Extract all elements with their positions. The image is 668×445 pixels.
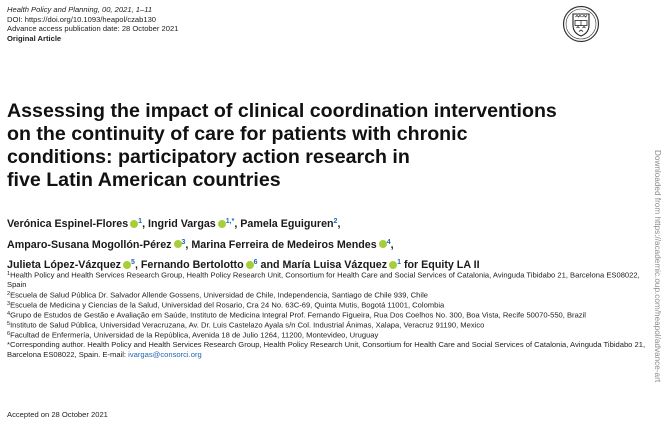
author-separator: , bbox=[390, 238, 394, 251]
author-conjunction: and bbox=[260, 259, 280, 272]
affiliation-ref[interactable]: 3 bbox=[181, 238, 186, 246]
author-name[interactable]: Pamela Eguiguren bbox=[240, 218, 334, 230]
affiliation-text: Facultad de Enfermería, Universidad de la República, Avenida 18 de Julio 1264, 11200, Montevideo, Uruguay bbox=[10, 330, 379, 340]
affiliation-ref[interactable]: 1 bbox=[138, 218, 143, 225]
author-separator: , bbox=[142, 218, 146, 230]
affiliation-number: 3 bbox=[7, 300, 11, 307]
author-separator: , bbox=[185, 238, 189, 251]
affiliation bbox=[7, 320, 647, 330]
title-line: conditions: participatory action research in bbox=[7, 146, 410, 168]
affiliation-text: Health Policy and Health Services Research Group, Health Policy Research Unit, Consortium for Health Care and Social Services of Catalonia, Avinguda Tibidabo 21, Barcelona ES08022, Spain bbox=[7, 270, 640, 290]
orcid-icon[interactable] bbox=[123, 261, 131, 269]
download-notice: Downloaded from https://academic.oup.com/heapol/advance-art bbox=[653, 150, 662, 383]
affiliation-ref[interactable]: 2 bbox=[333, 218, 338, 225]
advance-access-date: Advance access publication date: 28 October 2021 bbox=[7, 24, 179, 34]
orcid-icon[interactable] bbox=[174, 240, 182, 248]
affiliation-ref[interactable]: 4 bbox=[386, 238, 391, 246]
orcid-icon[interactable] bbox=[130, 220, 138, 228]
orcid-icon[interactable] bbox=[389, 261, 397, 269]
affiliation-number: 5 bbox=[7, 320, 11, 327]
affiliation-ref[interactable]: 6 bbox=[253, 259, 258, 267]
article-header bbox=[7, 5, 427, 44]
author-name[interactable]: Ingrid Vargas bbox=[148, 218, 216, 230]
author-name[interactable]: Amparo-Susana Mogollón-Pérez bbox=[7, 238, 172, 251]
group-name: for Equity LA II bbox=[403, 259, 480, 272]
affiliation-ref[interactable]: 1,* bbox=[225, 218, 235, 225]
author-line bbox=[7, 234, 647, 255]
affiliation bbox=[7, 310, 647, 320]
affiliation bbox=[7, 290, 647, 300]
affiliation-text: Escuela de Medicina y Ciencias de la Salud, Universidad del Rosario, Cra 24 No. 63C-69, Quinta Mutis, Bogotá 11001, Colombia bbox=[10, 300, 445, 310]
affiliation-number: 4 bbox=[7, 310, 11, 317]
affiliation-number: 2 bbox=[7, 290, 11, 297]
doi-line[interactable]: DOI: https://doi.org/10.1093/heapol/czab130 bbox=[7, 14, 157, 24]
corresponding-text: *Corresponding author. Health Policy and Health Services Research Group, Health Policy Research Unit, Consortium for Health Care and Social Services of Catalonia, Avinguda Tibidabo 21, Barcelona ES08022, Spain. E-mail: bbox=[7, 340, 646, 359]
email-link[interactable]: ivargas@consorci.org bbox=[128, 349, 202, 359]
title-line: on the continuity of care for patients with chronic bbox=[7, 123, 468, 145]
affiliation-ref[interactable]: 1 bbox=[397, 259, 401, 267]
affiliation bbox=[7, 330, 647, 340]
affiliation bbox=[7, 270, 647, 290]
orcid-icon[interactable] bbox=[246, 261, 254, 269]
journal-citation: Health Policy and Planning, 00, 2021, 1–11 bbox=[7, 5, 153, 14]
affiliation-text: Escuela de Salud Pública Dr. Salvador Allende Gossens, Universidad de Chile, Independencia, Santiago de Chile 939, Chile bbox=[10, 290, 428, 300]
author-name[interactable]: Julieta López-Vázquez bbox=[7, 259, 122, 272]
accepted-date: Accepted on 28 October 2021 bbox=[7, 410, 108, 419]
download-watermark bbox=[652, 150, 662, 445]
title-line: Assessing the impact of clinical coordination interventions bbox=[7, 100, 557, 122]
author-line bbox=[7, 213, 647, 234]
affiliation-number: 1 bbox=[7, 271, 11, 277]
affiliation-text: Instituto de Salud Pública, Universidad Veracruzana, Av. Dr. Luis Castelazo Ayala s/n Col. Industrial Ánimas, Xalapa, Veracruz 91190, Mexico bbox=[10, 320, 485, 330]
author-list bbox=[7, 213, 647, 275]
orcid-icon[interactable] bbox=[218, 220, 226, 228]
author-separator: , bbox=[234, 218, 238, 230]
affiliation-text: Grupo de Estudos de Gestão e Avaliação em Saúde, Instituto de Medicina Integral Prof. Fernando Figueira, Rua Dos Coelhos No. 300, Boa Vista, Recife 50070-550, Brazil bbox=[10, 310, 586, 320]
affiliations bbox=[7, 270, 647, 359]
author-separator: , bbox=[134, 259, 138, 272]
affiliation-ref[interactable]: 5 bbox=[131, 259, 135, 267]
corresponding-author bbox=[7, 340, 647, 359]
author-name[interactable]: María Luisa Vázquez bbox=[282, 259, 388, 272]
affiliation bbox=[7, 300, 647, 310]
affiliation-number: 6 bbox=[7, 331, 11, 338]
article-type: Original Article bbox=[7, 34, 62, 44]
article-title bbox=[7, 100, 647, 192]
author-name[interactable]: Marina Ferreira de Medeiros Mendes bbox=[191, 238, 377, 251]
oxford-university-press-crest-icon bbox=[562, 5, 600, 43]
orcid-icon[interactable] bbox=[379, 240, 387, 248]
author-separator: , bbox=[337, 218, 341, 230]
author-name[interactable]: Verónica Espinel-Flores bbox=[7, 218, 129, 230]
author-name[interactable]: Fernando Bertolotto bbox=[140, 259, 244, 272]
title-line: five Latin American countries bbox=[7, 169, 281, 191]
